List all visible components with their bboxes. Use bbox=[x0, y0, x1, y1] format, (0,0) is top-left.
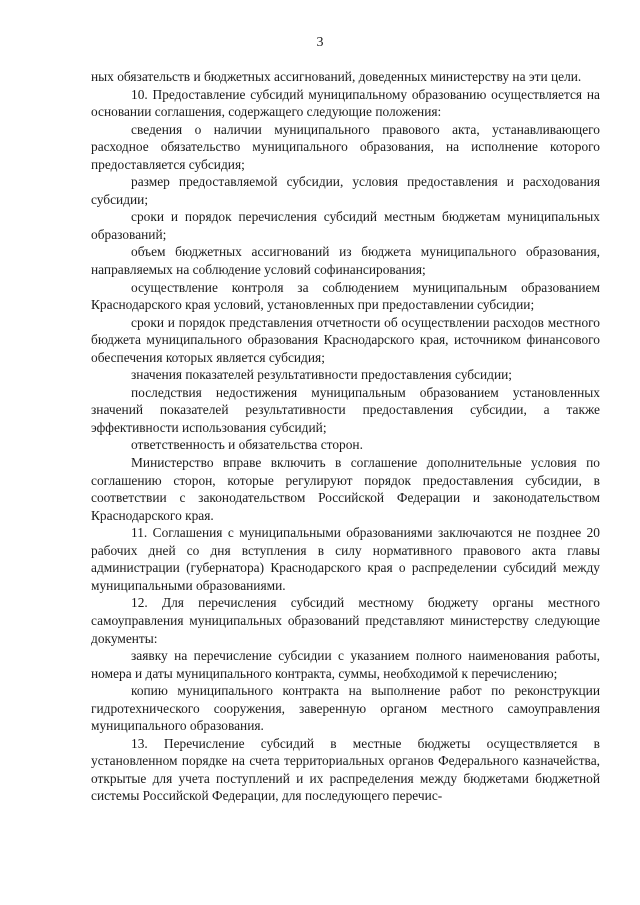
paragraph-provision-reporting: сроки и порядок представления отчетности об осуществлении расходов местного бюджета муниципального образования Краснодарского края, источником финансового обеспечения которых является субсидия; bbox=[91, 314, 600, 365]
document-body bbox=[91, 68, 600, 805]
paragraph-provision-terms: сроки и порядок перечисления субсидий местным бюджетам муниципальных образований; bbox=[91, 209, 600, 242]
paragraph-provision-control: осуществление контроля за соблюдением муниципальным образованием Краснодарского края условий, установленных при предоставлении субсидии; bbox=[91, 279, 600, 313]
paragraph-document-contract-copy: копию муниципального контракта на выполнение работ по реконструкции гидротехнического сооружения, заверенную органом местного самоуправления муниципального образования. bbox=[91, 683, 600, 734]
paragraph-provision-responsibility: ответственность и обязательства сторон. bbox=[131, 437, 363, 453]
page-number: 3 bbox=[316, 35, 324, 50]
paragraph-continuation: ных обязательств и бюджетных ассигнований, доведенных министерству на эти цели. bbox=[91, 69, 582, 84]
paragraph-provision-budget-volume: объем бюджетных ассигнований из бюджета муниципального образования, направляемых на соблюдение условий софинансирования; bbox=[91, 244, 600, 278]
paragraph-item-10: 10. Предоставление субсидий муниципальному образованию осуществляется на основании соглашения, содержащего следующие положения: bbox=[91, 86, 600, 120]
paragraph-provision-indicators: значения показателей результативности предоставления субсидии; bbox=[131, 367, 513, 383]
paragraph-provision-legal-act: сведения о наличии муниципального правового акта, устанавливающего расходное обязательство муниципального образования, на исполнение которого предоставляется субсидия; bbox=[91, 121, 600, 172]
paragraph-provision-amount: размер предоставляемой субсидии, условия предоставления и расходования субсидии; bbox=[91, 174, 600, 207]
paragraph-item-12: 12. Для перечисления субсидий местному бюджету органы местного самоуправления муниципальных образований представляют министерству следующие документы: bbox=[91, 595, 600, 646]
paragraph-provision-consequences: последствия недостижения муниципальным образованием установленных значений показателей результативности предоставления субсидии, а также эффективности использования субсидий; bbox=[91, 384, 600, 435]
paragraph-document-request: заявку на перечисление субсидии с указанием полного наименования работы, номера и даты муниципального контракта, суммы, необходимой к перечислению; bbox=[91, 648, 600, 681]
paragraph-ministry-right: Министерство вправе включить в соглашение дополнительные условия по соглашению сторон, которые регулируют порядок предоставления субсидии, в соответствии с законодательством Российской Федерации и законодательством Краснодарского края. bbox=[91, 455, 600, 523]
paragraph-item-13: 13. Перечисление субсидий в местные бюджеты осуществляется в установленном порядке на счета территориальных органов Федерального казначейства, открытые для учета поступлений и их распределения между бюджетами бюджетной системы Российской Федерации, для последующего перечис- bbox=[91, 735, 600, 804]
paragraph-item-11: 11. Соглашения с муниципальными образованиями заключаются не позднее 20 рабочих дней со дня вступления в силу нормативного правового акта главы администрации (губернатора) Краснодарского края о распределении субсидий между муниципальными образованиями. bbox=[91, 525, 600, 593]
